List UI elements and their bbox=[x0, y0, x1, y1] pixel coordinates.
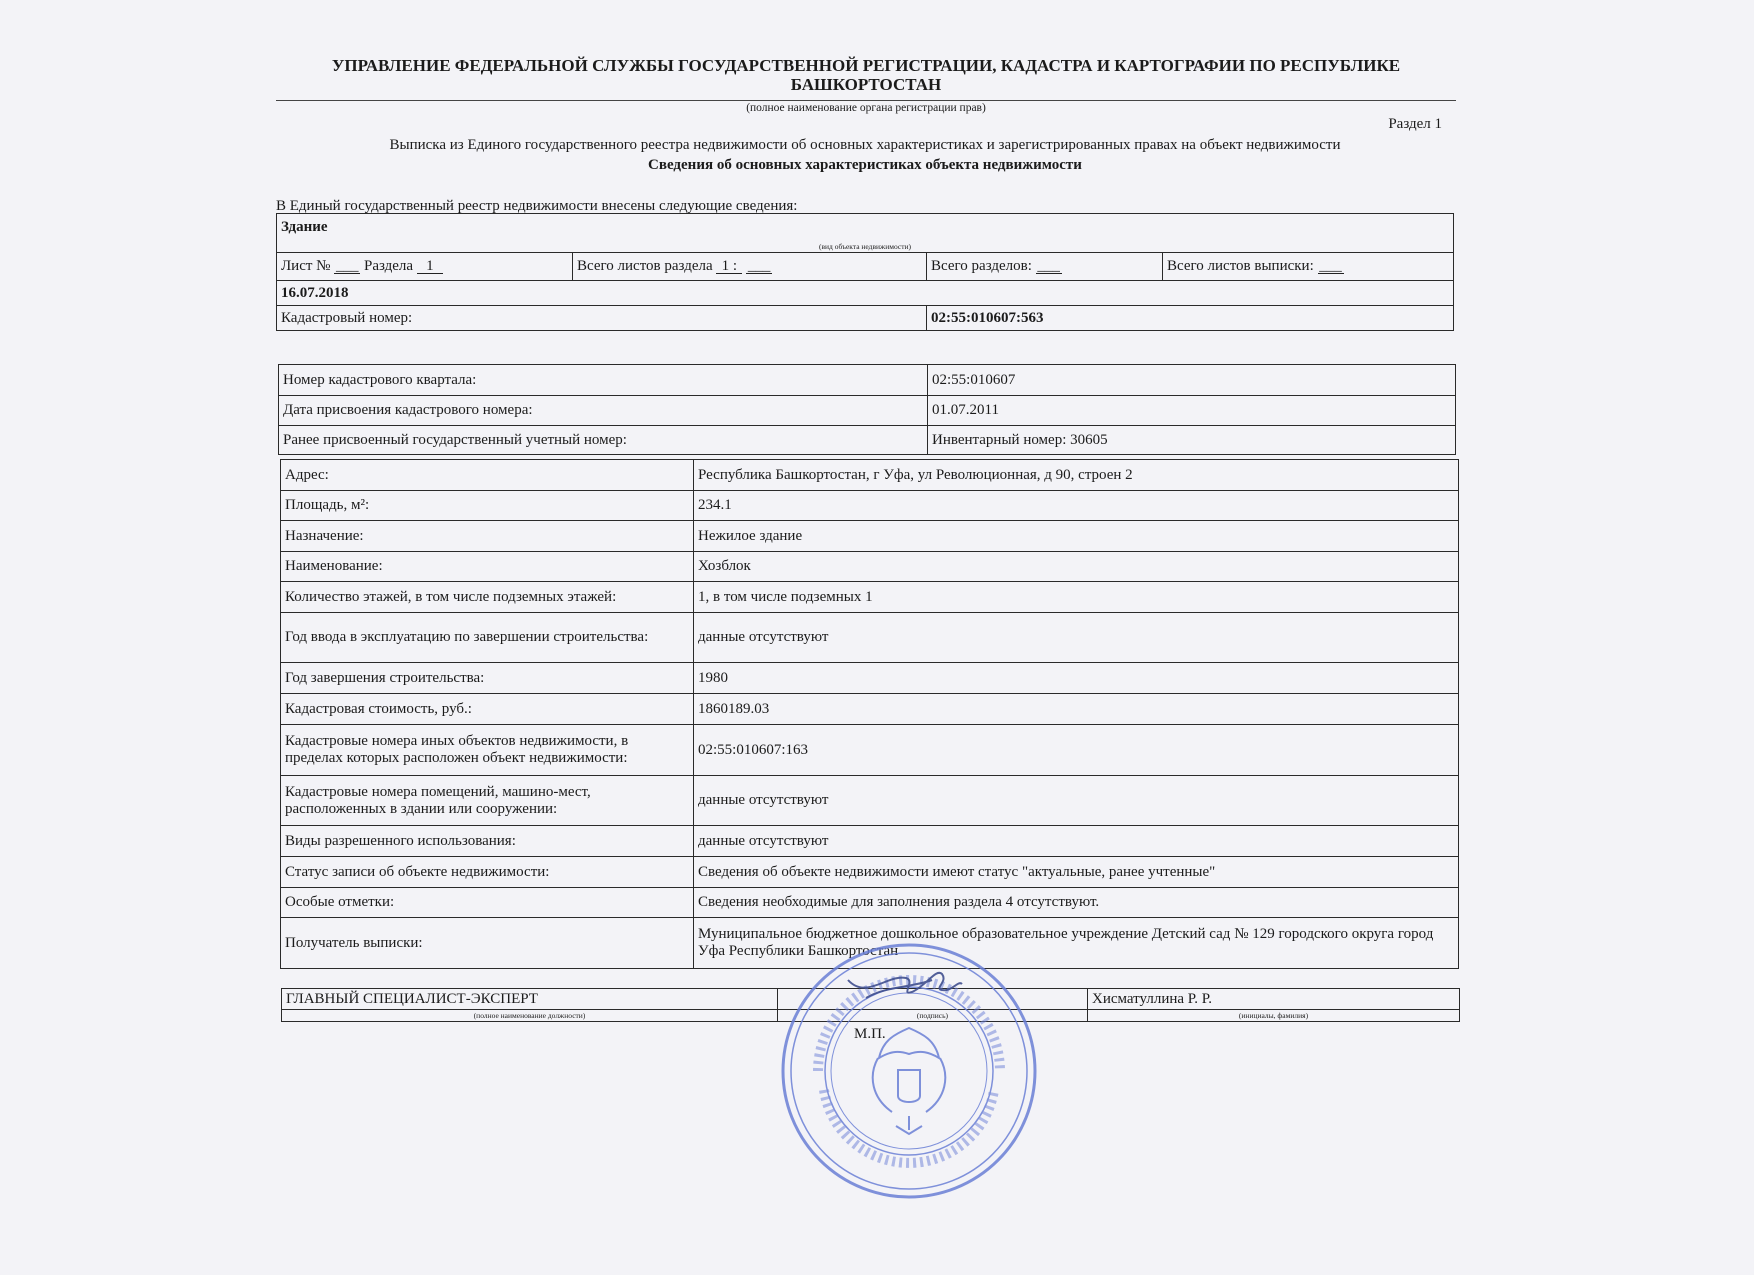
official-seal-stamp bbox=[778, 940, 1040, 1202]
object-type: Здание bbox=[277, 214, 1454, 242]
detail-value: Республика Башкортостан, г Уфа, ул Революционная, д 90, строен 2 bbox=[694, 460, 1459, 491]
detail-value: 1980 bbox=[694, 663, 1459, 694]
detail-value: 02:55:010607:163 bbox=[694, 725, 1459, 776]
quarter-row-value: 02:55:010607 bbox=[928, 365, 1456, 396]
quarter-row-label: Номер кадастрового квартала: bbox=[279, 365, 928, 396]
detail-label: Особые отметки: bbox=[281, 888, 694, 918]
detail-label: Площадь, м²: bbox=[281, 491, 694, 521]
detail-value: 1, в том числе подземных 1 bbox=[694, 582, 1459, 613]
total-sections: Всего разделов: ___ bbox=[927, 253, 1163, 281]
quarter-table bbox=[278, 364, 1456, 455]
organization-underline bbox=[276, 100, 1456, 101]
detail-value: Хозблок bbox=[694, 552, 1459, 582]
intro-text: В Единый государственный реестр недвижимости внесены следующие сведения: bbox=[276, 198, 798, 214]
detail-label: Статус записи об объекте недвижимости: bbox=[281, 857, 694, 888]
detail-value: Муниципальное бюджетное дошкольное образовательное учреждение Детский сад № 129 городского округа город Уфа Республики Башкортостан bbox=[694, 918, 1459, 969]
cadastral-number-label: Кадастровый номер: bbox=[277, 306, 927, 331]
detail-label: Год ввода в эксплуатацию по завершении строительства: bbox=[281, 613, 694, 663]
details-table bbox=[280, 459, 1459, 969]
signer-name-caption: (инициалы, фамилия) bbox=[1088, 1010, 1460, 1022]
seal-place-label: М.П. bbox=[854, 1026, 886, 1042]
signature-caption: (подпись) bbox=[778, 1010, 1088, 1022]
detail-value: Нежилое здание bbox=[694, 521, 1459, 552]
detail-label: Виды разрешенного использования: bbox=[281, 826, 694, 857]
quarter-row-value: Инвентарный номер: 30605 bbox=[928, 426, 1456, 455]
total-sheets-extract: Всего листов выписки: ___ bbox=[1163, 253, 1454, 281]
detail-value: Сведения об объекте недвижимости имеют статус "актуальные, ранее учтенные" bbox=[694, 857, 1459, 888]
detail-label: Назначение: bbox=[281, 521, 694, 552]
signer-position-caption: (полное наименование должности) bbox=[282, 1010, 778, 1022]
detail-value: Сведения необходимые для заполнения раздела 4 отсутствуют. bbox=[694, 888, 1459, 918]
signer-position: ГЛАВНЫЙ СПЕЦИАЛИСТ-ЭКСПЕРТ bbox=[282, 989, 778, 1010]
detail-label: Получатель выписки: bbox=[281, 918, 694, 969]
detail-label: Кадастровые номера иных объектов недвижимости, в пределах которых расположен объект недвижимости: bbox=[281, 725, 694, 776]
signer-name: Хисматуллина Р. Р. bbox=[1088, 989, 1460, 1010]
extract-date: 16.07.2018 bbox=[277, 281, 1454, 306]
detail-label: Количество этажей, в том числе подземных этажей: bbox=[281, 582, 694, 613]
detail-label: Кадастровая стоимость, руб.: bbox=[281, 694, 694, 725]
detail-value: данные отсутствуют bbox=[694, 776, 1459, 826]
object-type-caption: (вид объекта недвижимости) bbox=[277, 242, 1454, 253]
detail-label: Наименование: bbox=[281, 552, 694, 582]
object-header-table bbox=[276, 213, 1454, 331]
organization-caption: (полное наименование органа регистрации прав) bbox=[746, 102, 986, 114]
detail-label: Адрес: bbox=[281, 460, 694, 491]
detail-value: 1860189.03 bbox=[694, 694, 1459, 725]
detail-value: 234.1 bbox=[694, 491, 1459, 521]
detail-label: Кадастровые номера помещений, машино-мест, расположенных в здании или сооружении: bbox=[281, 776, 694, 826]
document-subtitle: Сведения об основных характеристиках объекта недвижимости bbox=[648, 157, 1082, 173]
detail-value: данные отсутствуют bbox=[694, 613, 1459, 663]
quarter-row-label: Ранее присвоенный государственный учетный номер: bbox=[279, 426, 928, 455]
detail-value: данные отсутствуют bbox=[694, 826, 1459, 857]
section-label: Раздел 1 bbox=[1388, 116, 1442, 132]
sheet-info: Лист № ___ Раздела 1 bbox=[277, 253, 573, 281]
quarter-row-value: 01.07.2011 bbox=[928, 396, 1456, 426]
document-title: Выписка из Единого государственного реестра недвижимости об основных характеристиках и зарегистрированных правах на объект недвижимости bbox=[389, 137, 1341, 153]
detail-label: Год завершения строительства: bbox=[281, 663, 694, 694]
organization-title: УПРАВЛЕНИЕ ФЕДЕРАЛЬНОЙ СЛУЖБЫ ГОСУДАРСТВЕННОЙ РЕГИСТРАЦИИ, КАДАСТРА И КАРТОГРАФИИ ПО РЕСПУБЛИКЕ БАШКОРТОСТАН bbox=[331, 56, 1401, 94]
cadastral-number-value: 02:55:010607:563 bbox=[927, 306, 1454, 331]
total-sheets-section: Всего листов раздела 1 : ___ bbox=[573, 253, 927, 281]
quarter-row-label: Дата присвоения кадастрового номера: bbox=[279, 396, 928, 426]
